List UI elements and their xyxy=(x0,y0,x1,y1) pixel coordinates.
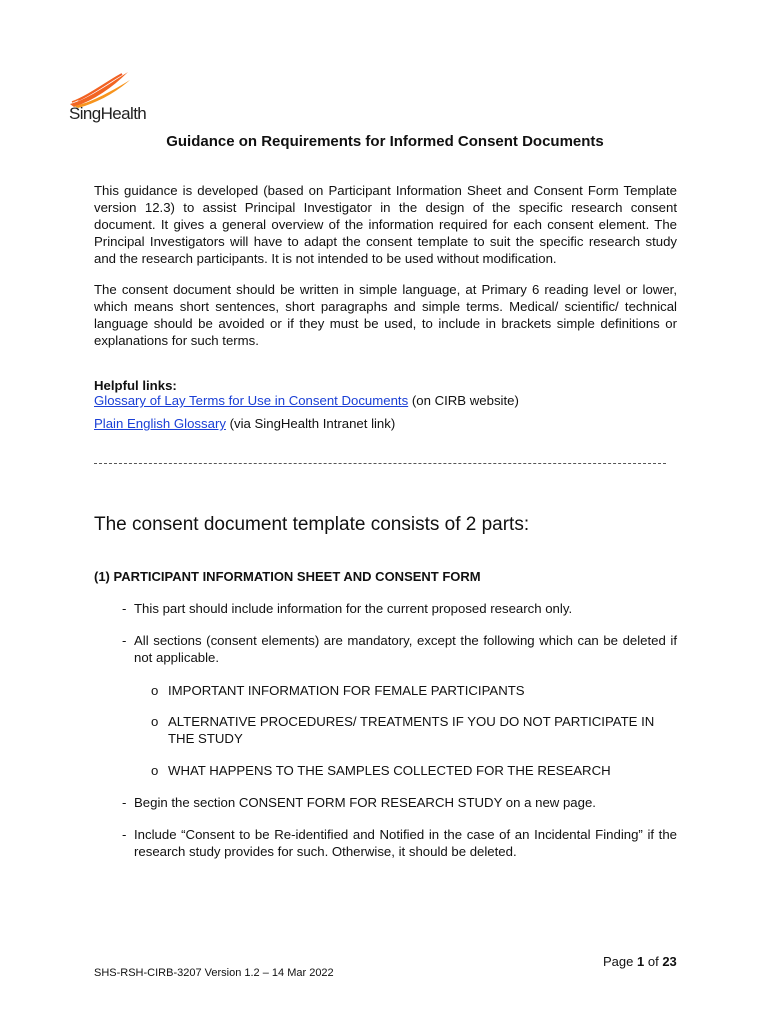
link-note: (on CIRB website) xyxy=(408,393,519,408)
sub-list-item: o ALTERNATIVE PROCEDURES/ TREATMENTS IF YOU DO NOT PARTICIPATE IN THE STUDY xyxy=(151,714,655,746)
list-item: - All sections (consent elements) are mandatory, except the following which can be deleted if not applicable. xyxy=(122,633,677,665)
plain-english-glossary-link[interactable]: Plain English Glossary xyxy=(94,416,226,431)
document-footer: SHS-RSH-CIRB-3207 Version 1.2 – 14 Mar 2022 xyxy=(94,967,334,979)
intro-paragraph-2: The consent document should be written in simple language, at Primary 6 reading level or lower, which means short sentences, short paragraphs and simple terms. Medical/ scientific/ technical language should be avoided or if they must be used, to include in brackets simple definitions or explanations for such terms. xyxy=(94,282,677,348)
glossary-lay-terms-link[interactable]: Glossary of Lay Terms for Use in Consent Documents xyxy=(94,393,409,408)
page-number: Page 1 of 23 xyxy=(603,954,677,969)
list-item: - This part should include information for the current proposed research only. xyxy=(122,601,573,616)
sub-list-item: o WHAT HAPPENS TO THE SAMPLES COLLECTED FOR THE RESEARCH xyxy=(151,763,611,778)
list-item: - Begin the section CONSENT FORM FOR RESEARCH STUDY on a new page. xyxy=(122,795,596,810)
helpful-links-heading: Helpful links: xyxy=(94,378,177,393)
part-1-heading: (1) PARTICIPANT INFORMATION SHEET AND CONSENT FORM xyxy=(94,569,481,584)
helpful-link-row-2 xyxy=(94,416,395,431)
helpful-link-row-1 xyxy=(94,393,519,408)
dashed-divider xyxy=(94,463,666,464)
section-heading: The consent document template consists of 2 parts: xyxy=(94,514,530,535)
singhealth-logo xyxy=(68,70,158,130)
intro-paragraph-1: This guidance is developed (based on Participant Information Sheet and Consent Form Template version 12.3) to assist Principal Investigator in the design of the specific research consent document. It gives a general overview of the information required for each consent element. The Principal Investigators will have to adapt the consent template to suit the specific research study and the research participants. It is not intended to be used without modification. xyxy=(94,183,677,266)
list-item: - Include “Consent to be Re-identified and Notified in the case of an Incidental Finding” if the research study provides for such. Otherwise, it should be deleted. xyxy=(122,827,677,859)
page-title: Guidance on Requirements for Informed Consent Documents xyxy=(166,133,604,150)
sub-list-item: o IMPORTANT INFORMATION FOR FEMALE PARTICIPANTS xyxy=(151,683,525,698)
logo-wordmark: SingHealth xyxy=(69,104,147,123)
link-note: (via SingHealth Intranet link) xyxy=(225,416,396,431)
